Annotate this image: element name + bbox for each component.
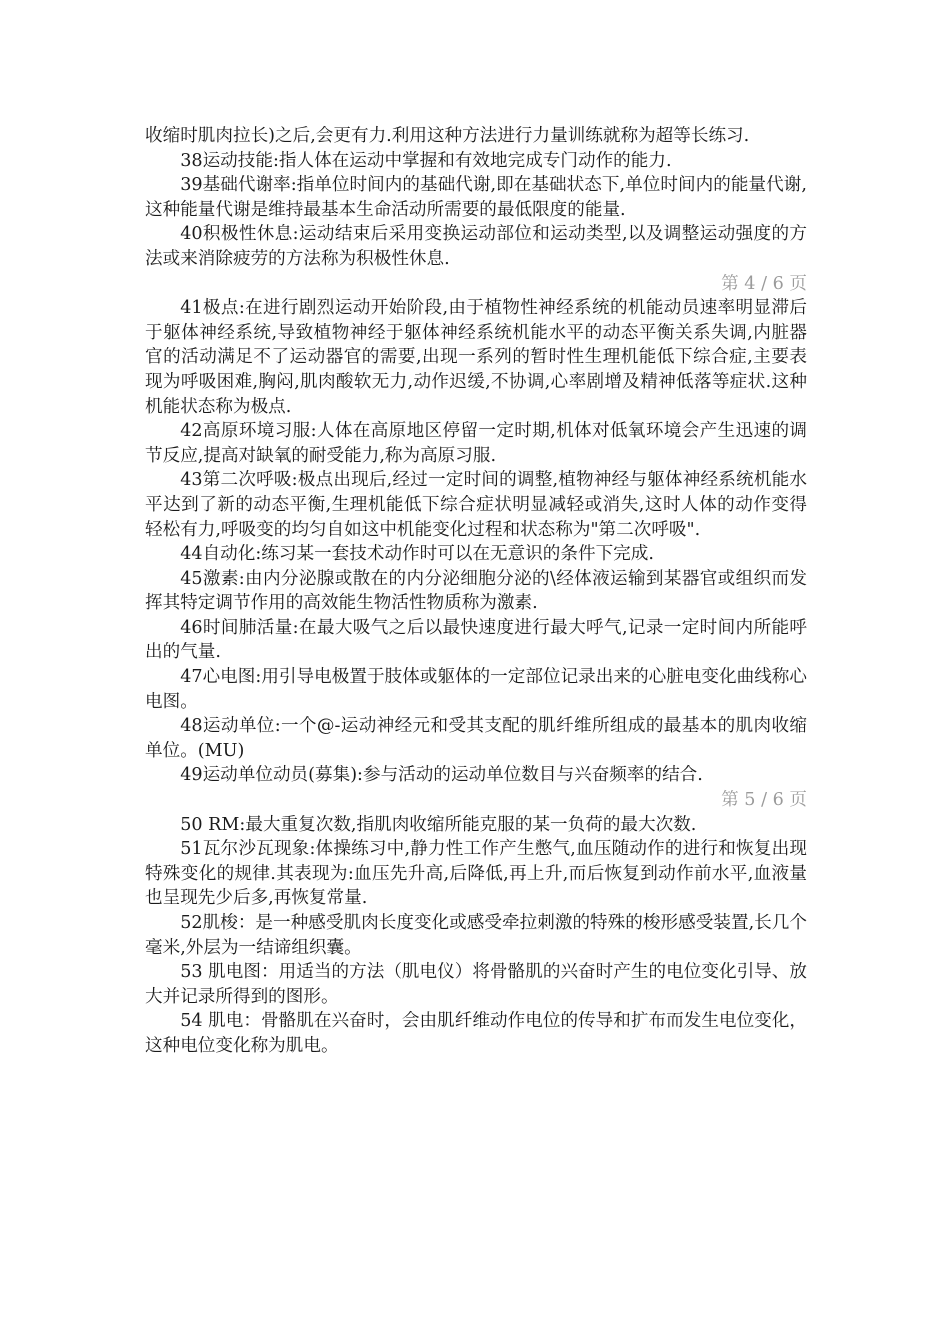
page-number-4: 第 4 / 6 页 [721,273,807,294]
paragraph-40: 40积极性休息:运动结束后采用变换运动部位和运动类型,以及调整运动强度的方法或来消除疲劳的方法称为积极性休息. [145,224,807,269]
page-number-5: 第 5 / 6 页 [721,790,807,811]
paragraph-41: 41极点:在进行剧烈运动开始阶段,由于植物性神经系统的机能动员速率明显滞后于躯体神经系统,导致植物神经于躯体神经系统机能水平的动态平衡关系失调,内脏器官的活动满足不了运动器官的需要,出现一系列的暂时性生理机能低下综合症,主要表现为呼吸困难,胸闷,肌肉酸软无力,动作迟缓,不协调,心率剧增及精神低落等症状.这种机能状态称为极点. [145,298,807,417]
paragraph-47: 47心电图:用引导电极置于肢体或躯体的一定部位记录出来的心脏电变化曲线称心电图。 [145,667,807,712]
paragraph-53: 53 肌电图：用适当的方法（肌电仪）将骨骼肌的兴奋时产生的电位变化引导、放大并记录所得到的图形。 [145,962,807,1007]
paragraph-38: 38运动技能:指人体在运动中掌握和有效地完成专门动作的能力. [180,150,672,171]
paragraph-44: 44自动化:练习某一套技术动作时可以在无意识的条件下完成. [180,544,654,565]
paragraph-39: 39基础代谢率:指单位时间内的基础代谢,即在基础状态下,单位时间内的能量代谢,这种能量代谢是维持最基本生命活动所需要的最低限度的能量. [145,175,807,220]
paragraph-49: 49运动单位动员(募集):参与活动的运动单位数目与兴奋频率的结合. [180,765,703,786]
paragraph-42: 42高原环境习服:人体在高原地区停留一定时期,机体对低氧环境会产生迅速的调节反应,提高对缺氧的耐受能力,称为高原习服. [145,421,807,466]
paragraph-50: 50 RM:最大重复次数,指肌肉收缩所能克服的某一负荷的最大次数. [180,814,697,835]
paragraph-52: 52肌梭：是一种感受肌肉长度变化或感受牵拉刺激的特殊的梭形感受装置,长几个毫米,外层为一结谛组织囊。 [145,913,807,958]
paragraph-51: 51瓦尔沙瓦现象:体操练习中,静力性工作产生憋气,血压随动作的进行和恢复出现特殊变化的规律.其表现为:血压先升高,后降低,再上升,而后恢复到动作前水平,血液量也呈现先少后多,再恢复常量. [145,839,807,909]
paragraph-54: 54 肌电：骨骼肌在兴奋时，会由肌纤维动作电位的传导和扩布而发生电位变化，这种电位变化称为肌电。 [145,1011,807,1056]
document-page [145,124,807,1059]
paragraph-46: 46时间肺活量:在最大吸气之后以最快速度进行最大呼气,记录一定时间内所能呼出的气量. [145,617,807,663]
paragraph-45: 45激素:由内分泌腺或散在的内分泌细胞分泌的\经体液运输到某器官或组织而发挥其特定调节作用的高效能生物活性物质称为激素. [145,568,807,614]
paragraph-48: 48运动单位:一个@-运动神经元和受其支配的肌纤维所组成的最基本的肌肉收缩单位。(MU) [145,716,807,761]
paragraph-continuation: 收缩时肌肉拉长)之后,会更有力.利用这种方法进行力量训练就称为超等长练习. [145,126,750,146]
paragraph-43: 43第二次呼吸:极点出现后,经过一定时间的调整,植物神经与躯体神经系统机能水平达到了新的动态平衡,生理机能低下综合症状明显减轻或消失,这时人体的动作变得轻松有力,呼吸变的均匀自如这中机能变化过程和状态称为"第二次呼吸". [145,470,807,540]
